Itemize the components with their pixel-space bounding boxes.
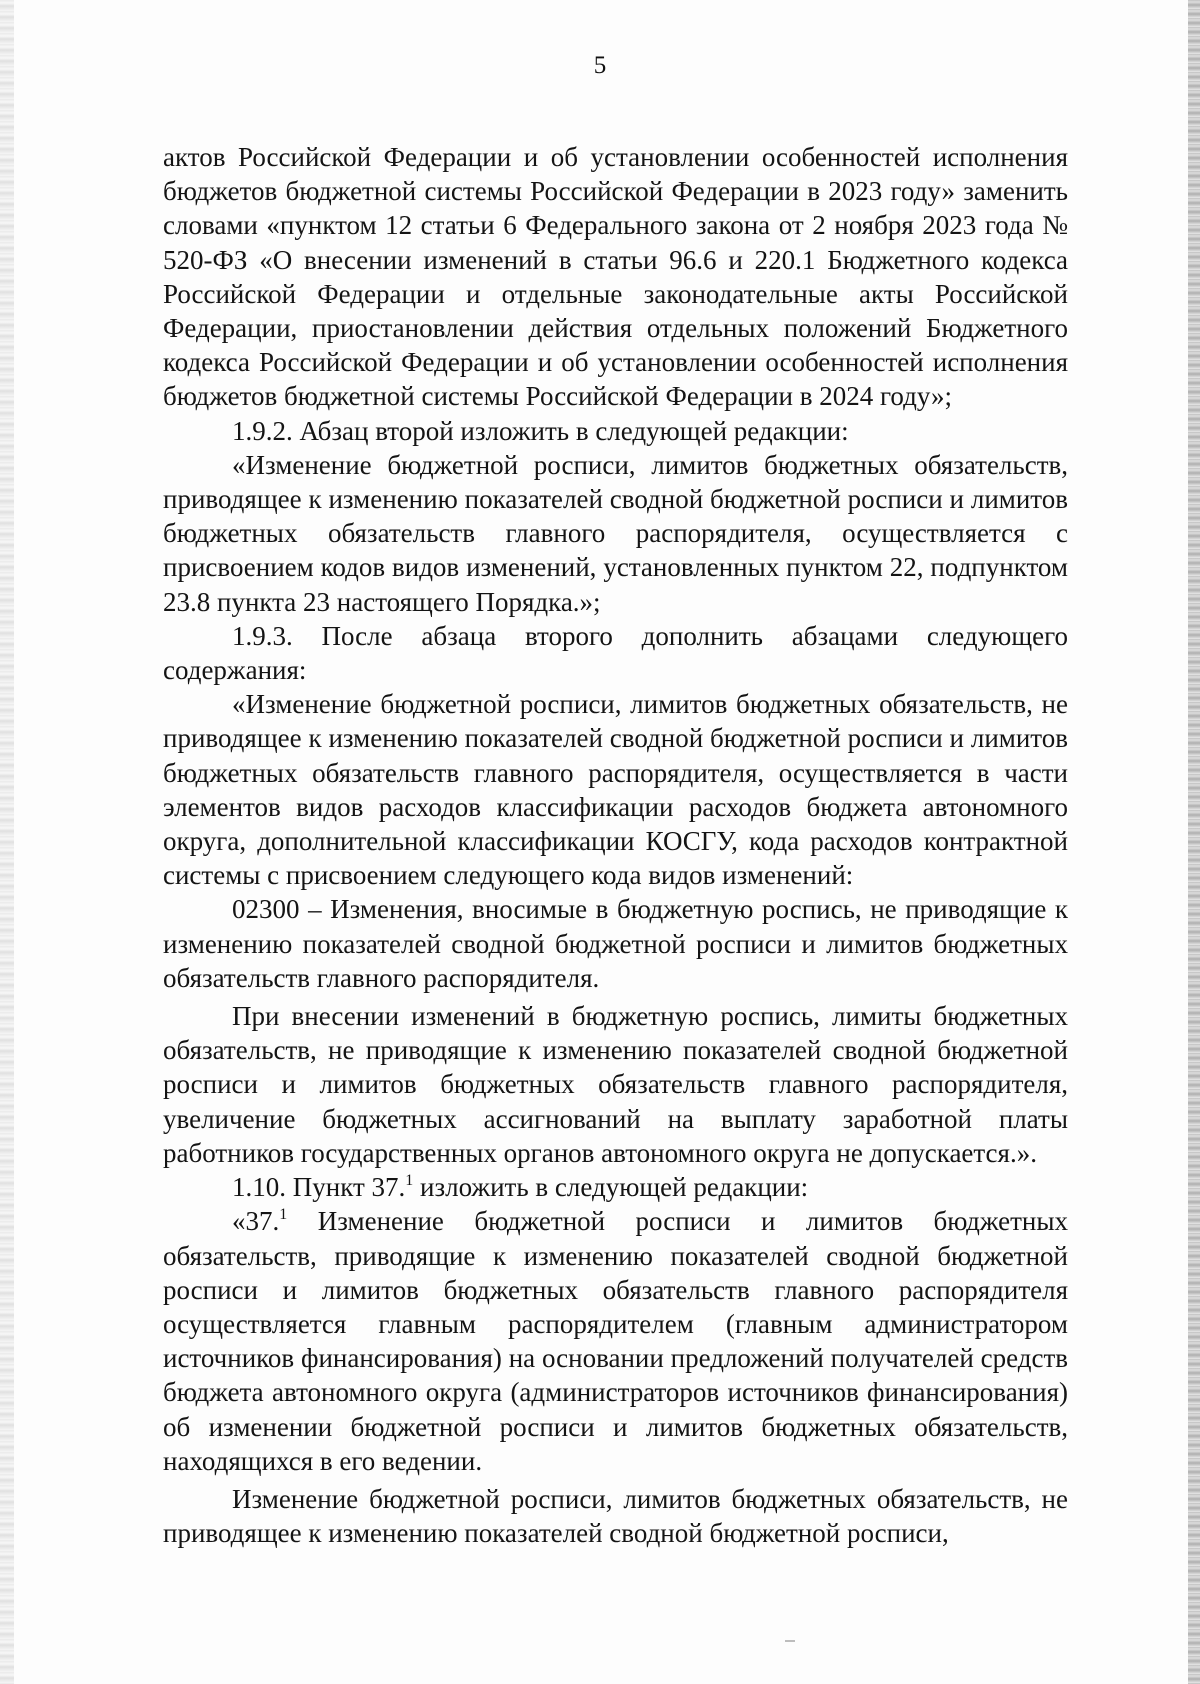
paragraph-continuation: актов Российской Федерации и об установлении особенностей исполнения бюджетов бюджетной системы Российской Федерации в 2023 году» заменить словами «пунктом 12 статьи 6 Федерального закона от 2 ноября 2023 года № 520-ФЗ «О внесении изменений в статьи 96.6 и 220.1 Бюджетного кодекса Российской Федерации и отдельные законодательные акты Российской Федерации, приостановлении действия отдельных положений Бюджетного кодекса Российской Федерации и об установлении особенностей исполнения бюджетов бюджетной системы Российской Федерации в 2024 году»; — [163, 142, 1068, 412]
paragraph-quote-amendment: «Изменение бюджетной росписи, лимитов бюджетных обязательств, приводящее к изменению показателей сводной бюджетной росписи и лимитов бюджетных обязательств главного распорядителя, осуществляется с присвоением кодов видов изменений, установленных пунктом 22, подпунктом 23.8 пункта 23 настоящего Порядка.»; — [163, 449, 1068, 617]
document-body — [163, 140, 1068, 1550]
paragraph-item-1-9-2: 1.9.2. Абзац второй изложить в следующей редакции: — [232, 415, 849, 446]
paragraph-quote-addition: «Изменение бюджетной росписи, лимитов бюджетных обязательств, не приводящее к изменению показателей сводной бюджетной росписи и лимитов бюджетных обязательств главного распорядителя, осуществляется в части элементов видов расходов классификации расходов бюджета автономного округа, дополнительной классификации КОСГУ, кода расходов контрактной системы с присвоением следующего кода видов изменений: — [163, 689, 1068, 891]
paragraph-point-37-1 — [163, 1204, 1068, 1478]
scan-artifact — [785, 1640, 795, 1642]
item-1-10-text-after: изложить в следующей редакции: — [413, 1172, 809, 1203]
paragraph-final-partial: Изменение бюджетной росписи, лимитов бюджетных обязательств, не приводящее к изменению показателей сводной бюджетной росписи, — [163, 1483, 1068, 1549]
paragraph-item-1-9-3: 1.9.3. После абзаца второго дополнить абзацами следующего содержания: — [163, 620, 1068, 686]
paragraph-change-code: 02300 – Изменения, вносимые в бюджетную роспись, не приводящие к изменению показателей сводной бюджетной росписи и лимитов бюджетных обязательств главного распорядителя. — [163, 894, 1068, 993]
point-37-1-text-after: Изменение бюджетной росписи и лимитов бюджетных обязательств, приводящие к изменению показателей сводной бюджетной росписи и лимитов бюджетных обязательств главного распорядителя осуществляется главным распорядителем (главным администратором источников финансирования) на основании предложений получателей средств бюджета автономного округа (администраторов источников финансирования) об изменении бюджетной росписи и лимитов бюджетных обязательств, находящихся в его ведении. — [163, 1206, 1068, 1476]
point-37-1-text-before: «37. — [232, 1206, 280, 1237]
superscript-footnote: 1 — [279, 1206, 288, 1224]
page-number: 5 — [593, 52, 607, 79]
scan-edge-right — [1188, 0, 1200, 1684]
scan-edge-left — [0, 0, 14, 1684]
paragraph-item-1-10 — [163, 1170, 1068, 1204]
superscript-footnote: 1 — [405, 1172, 414, 1190]
paragraph-salary-restriction: При внесении изменений в бюджетную роспись, лимиты бюджетных обязательств, не приводящие к изменению показателей сводной бюджетной росписи и лимитов бюджетных обязательств главного распорядителя, увеличение бюджетных ассигнований на выплату заработной платы работников государственных органов автономного округа не допускается.». — [163, 1001, 1068, 1168]
item-1-10-text-before: 1.10. Пункт 37. — [232, 1172, 406, 1203]
